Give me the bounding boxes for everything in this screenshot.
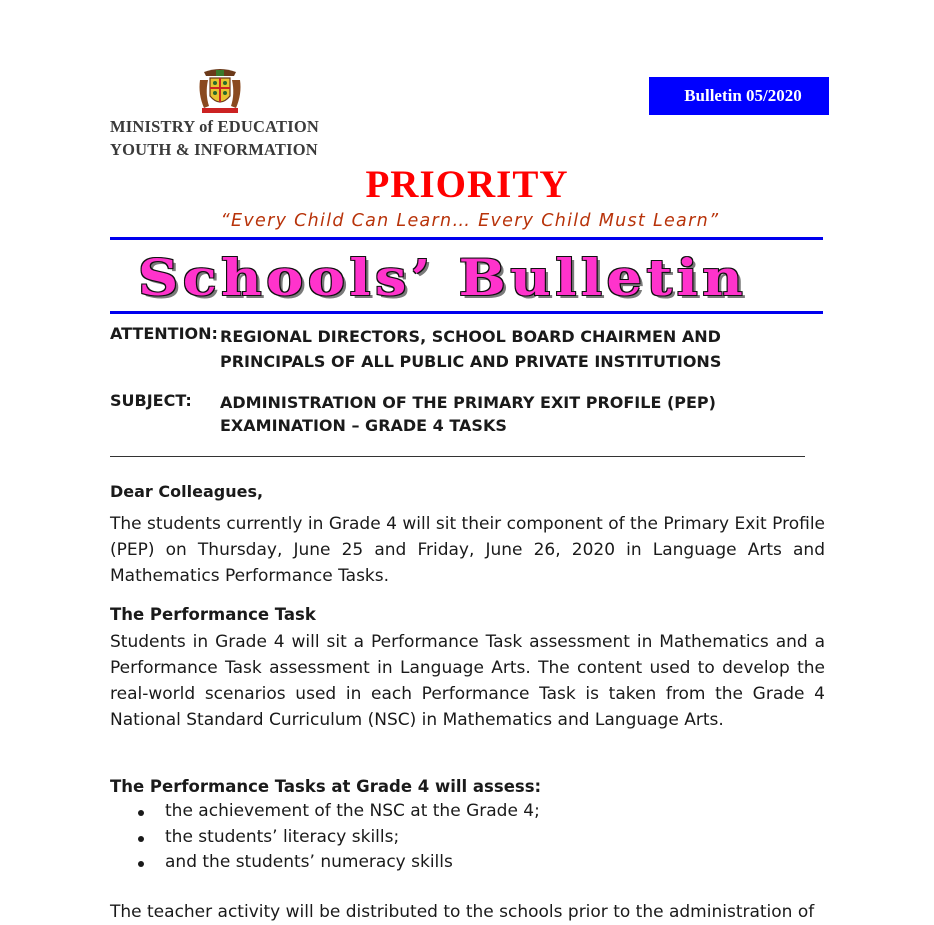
paragraph-2: Students in Grade 4 will sit a Performance Task assessment in Mathematics and a Performance Task assessment in Language Arts. The content used to develop the real-world scenarios used in each Performance Task is taken from the Grade 4 National Standard Curriculum (NSC) in Mathematics and Language Arts. bbox=[110, 632, 825, 730]
bullet-icon bbox=[138, 836, 144, 842]
bulletin-number-badge: Bulletin 05/2020 bbox=[649, 77, 829, 115]
ministry-name bbox=[110, 115, 319, 161]
bullet-icon bbox=[138, 861, 144, 867]
priority-heading: PRIORITY bbox=[365, 163, 569, 206]
bullet-icon bbox=[138, 810, 144, 816]
list-item bbox=[110, 825, 540, 851]
assessment-list bbox=[110, 799, 540, 876]
motto: “Every Child Can Learn… Every Child Must Learn” bbox=[220, 211, 720, 231]
attention-text: REGIONAL DIRECTORS, SCHOOL BOARD CHAIRMEN AND PRINCIPALS OF ALL PUBLIC AND PRIVATE INSTITUTIONS bbox=[220, 327, 722, 371]
list-item-text: and the students’ numeracy skills bbox=[165, 852, 453, 872]
banner-title: Schools’ Bulletin bbox=[138, 248, 748, 307]
section-heading-performance-task: The Performance Task bbox=[110, 605, 316, 624]
coat-of-arms-icon bbox=[196, 68, 244, 114]
list-item bbox=[110, 799, 540, 825]
section-heading-assess: The Performance Tasks at Grade 4 will assess: bbox=[110, 777, 542, 796]
list-item-text: the achievement of the NSC at the Grade 4; bbox=[165, 801, 540, 821]
ministry-line-1: MINISTRY of EDUCATION bbox=[110, 117, 319, 136]
greeting: Dear Colleagues, bbox=[110, 482, 264, 501]
list-item-text: the students’ literacy skills; bbox=[165, 826, 400, 847]
ministry-line-2: YOUTH & INFORMATION bbox=[110, 140, 318, 159]
subject-text: ADMINISTRATION OF THE PRIMARY EXIT PROFILE (PEP) EXAMINATION – GRADE 4 TASKS bbox=[220, 393, 716, 435]
top-blue-rule bbox=[110, 237, 823, 240]
list-item bbox=[110, 850, 540, 876]
paragraph-3: The teacher activity will be distributed to the schools prior to the administration of bbox=[110, 902, 815, 922]
memo-divider bbox=[110, 456, 805, 457]
attention-label: ATTENTION: bbox=[110, 324, 218, 343]
subject-label: SUBJECT: bbox=[110, 391, 192, 410]
paragraph-1: The students currently in Grade 4 will sit their component of the Primary Exit Profile (PEP) on Thursday, June 25 and Friday, June 26, 2020 in Language Arts and Mathematics Performance Tasks. bbox=[110, 514, 825, 586]
bottom-blue-rule bbox=[110, 311, 823, 314]
